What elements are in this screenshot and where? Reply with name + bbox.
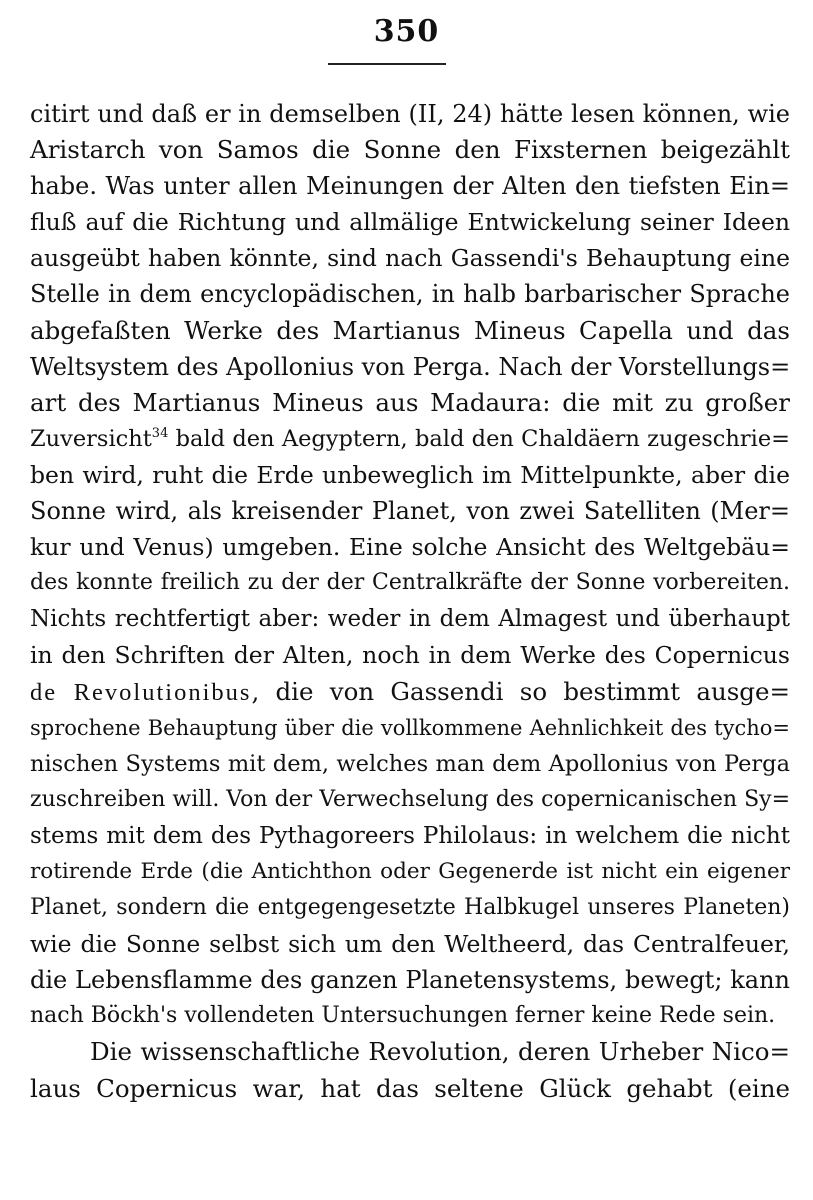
text-line xyxy=(30,421,790,457)
text-segment: Zuversicht xyxy=(30,425,152,452)
text-line: ausgeübt haben könnte, sind nach Gassendi's Behauptung eine xyxy=(30,244,790,273)
footnote-reference: 34 xyxy=(151,425,169,441)
text-line: art des Martianus Mineus aus Madaura: die mit zu großer xyxy=(30,387,790,417)
text-line: stems mit dem des Pythagoreers Philolaus: in welchem die nicht xyxy=(30,822,790,849)
text-line: sprochene Behauptung über die vollkommene Aehnlichkeit des tycho= xyxy=(30,715,790,740)
text-segment: , die von Gassendi so bestimmt ausge= xyxy=(251,676,791,706)
text-line: wie die Sonne selbst sich um den Weltheerd, das Centralfeuer, xyxy=(30,930,790,959)
text-line: nach Böckh's vollendeten Untersuchungen ferner keine Rede sein. xyxy=(30,1003,776,1029)
text-line: kur und Venus) umgeben. Eine solche Ansicht des Weltgebäu= xyxy=(30,533,790,562)
text-line: citirt und daß er in demselben (II, 24) hätte lesen können, wie xyxy=(30,100,790,128)
latin-book-title: de Revolutionibus xyxy=(30,678,252,706)
text-line: Stelle in dem encyclopädischen, in halb barbarischer Sprache xyxy=(30,280,790,309)
text-line: nischen Systems mit dem, welches man dem Apollonius von Perga xyxy=(30,750,790,777)
text-line: zuschreiben will. Von der Verwechselung des copernicanischen Sy= xyxy=(30,786,791,812)
text-line: Nichts rechtfertigt aber: weder in dem Almagest und überhaupt xyxy=(30,606,790,633)
text-line: Aristarch von Samos die Sonne den Fixsternen beigezählt xyxy=(30,135,790,165)
text-line: rotirende Erde (die Antichthon oder Gegenerde ist nicht ein eigener xyxy=(30,858,790,884)
text-line: fluß auf die Richtung und allmälige Entwickelung seiner Ideen xyxy=(30,208,790,237)
text-line: in den Schriften der Alten, noch in dem Werke des Copernicus xyxy=(30,641,790,670)
page-number: 350 xyxy=(373,14,440,49)
text-line: Sonne wird, als kreisender Planet, von zwei Satelliten (Mer= xyxy=(30,497,790,526)
text-line: Planet, sondern die entgegengesetzte Halbkugel unseres Planeten) xyxy=(30,895,790,921)
text-line: habe. Was unter allen Meinungen der Alten den tiefsten Ein= xyxy=(30,172,790,201)
header-rule xyxy=(328,63,446,65)
text-line: ben wird, ruht die Erde unbeweglich im Mittelpunkte, aber die xyxy=(30,460,790,489)
text-line: des konnte freilich zu der der Centralkräfte der Sonne vorbereiten. xyxy=(30,570,790,596)
body-text xyxy=(30,96,790,1107)
text-line: Weltsystem des Apollonius von Perga. Nach der Vorstellungs= xyxy=(30,352,791,381)
text-line: die Lebensflamme des ganzen Planetensystems, bewegt; kann xyxy=(30,966,790,995)
text-line: laus Copernicus war, hat das seltene Glück gehabt (eine xyxy=(30,1073,790,1103)
text-line xyxy=(30,674,790,710)
text-segment: bald den Aegyptern, bald den Chaldäern zugeschrie= xyxy=(168,425,790,452)
paragraph-first-line: Die wissenschaftliche Revolution, deren Urheber Nico= xyxy=(90,1037,790,1067)
text-line: abgefaßten Werke des Martianus Mineus Capella und das xyxy=(30,315,790,345)
